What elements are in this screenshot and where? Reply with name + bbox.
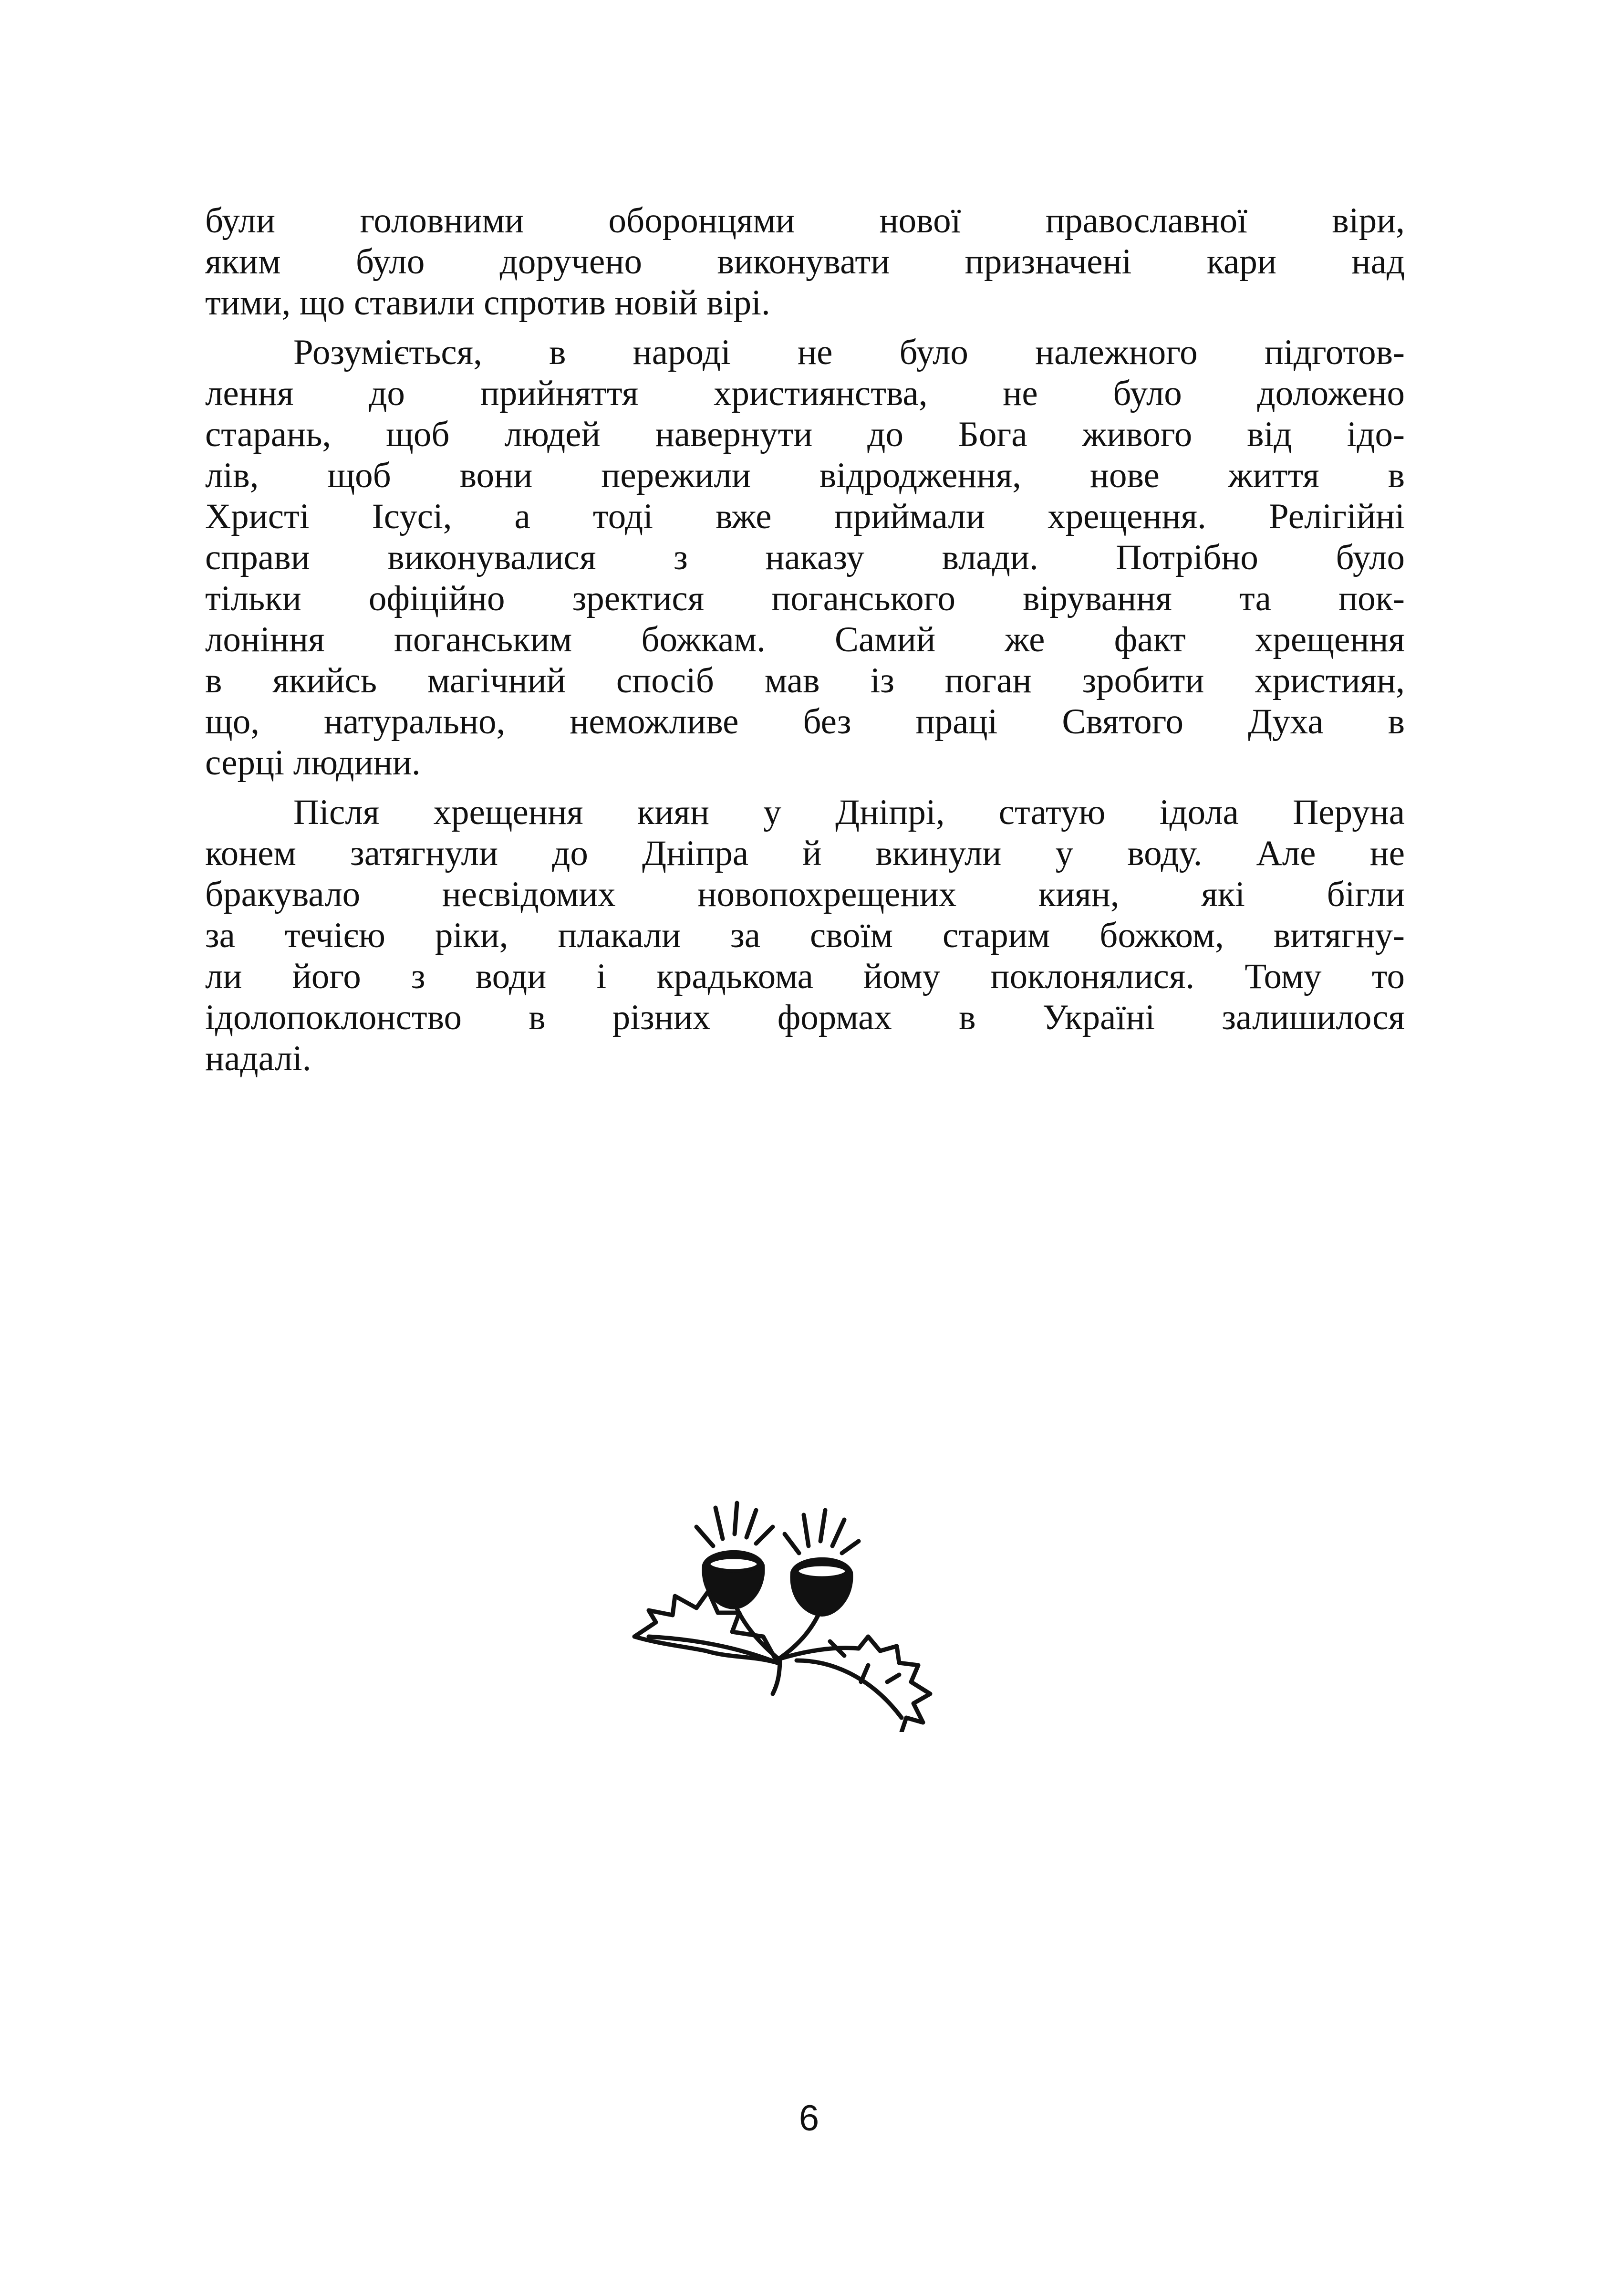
paragraph-1 — [205, 200, 1405, 324]
text-line: старань, щоб людей навернути до Бога живого від ідо- — [205, 415, 1405, 454]
text-line: лення до прийняття християнства, не було доложено — [205, 374, 1405, 413]
text-line: справи виконувалися з наказу влади. Потрібно було — [205, 538, 1405, 577]
text-line: Після хрещення киян у Дніпрі, статую ідола Перуна — [293, 793, 1405, 832]
text-line: Христі Ісусі, а тоді вже приймали хрещення. Релігійні — [205, 497, 1405, 536]
text-line: що, натурально, неможливе без праці Святого Духа в — [205, 702, 1405, 741]
paragraph-2 — [205, 332, 1405, 783]
paragraph-3 — [205, 792, 1405, 1079]
text-line: ідолопоклонство в різних формах в Україні залишилося — [205, 998, 1405, 1037]
text-line: лоніння поганським божкам. Самий же факт хрещення — [205, 620, 1405, 659]
acorn-branch-ornament-icon — [620, 1493, 964, 1732]
text-line: тільки офіційно зректися поганського вірування та пок- — [205, 579, 1405, 618]
text-line: яким було доручено виконувати призначені кари над — [205, 242, 1405, 282]
text-line: в якийсь магічний спосіб мав із поган зробити християн, — [205, 661, 1405, 700]
text-line: лів, щоб вони пережили відродження, нове життя в — [205, 456, 1405, 495]
text-line: були головними оборонцями нової православної віри, — [205, 201, 1405, 240]
page-number: 6 — [799, 2098, 819, 2139]
text-line: ли його з води і крадькома йому поклонялися. Тому то — [205, 957, 1405, 996]
text-line: тими, що ставили спротив новій вірі. — [205, 283, 770, 323]
text-line: бракувало несвідомих новопохрещених киян, які бігли — [205, 875, 1405, 914]
text-line: надалі. — [205, 1039, 311, 1078]
text-line: Розуміється, в народі не було належного підготов- — [293, 333, 1405, 372]
text-line: серці людини. — [205, 743, 421, 783]
text-line: за течією ріки, плакали за своїм старим божком, витягну- — [205, 916, 1405, 955]
page-text-block — [205, 200, 1405, 1079]
text-line: конем затягнули до Дніпра й вкинули у воду. Але не — [205, 834, 1405, 873]
